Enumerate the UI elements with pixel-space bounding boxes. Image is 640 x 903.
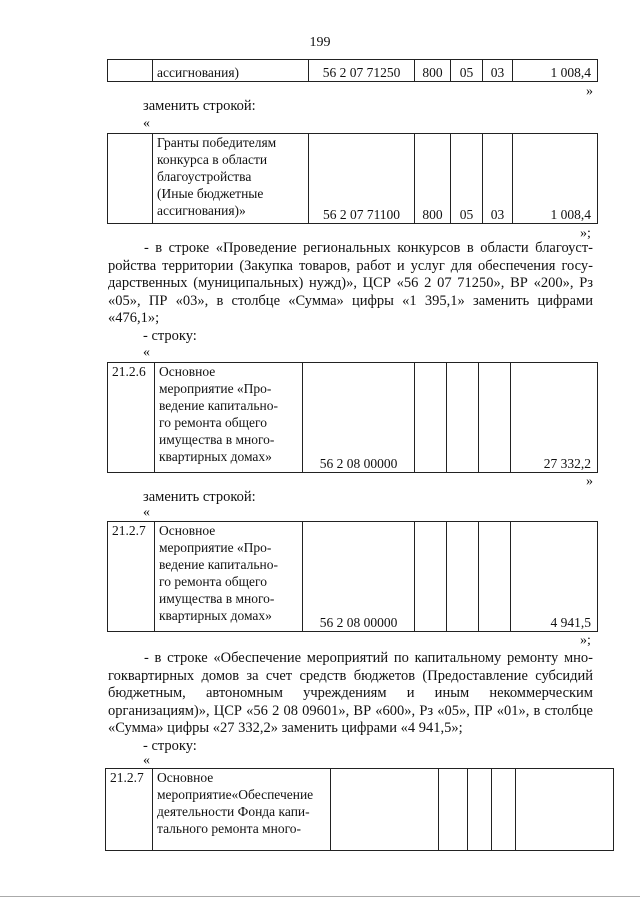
- amendment-paragraph: - в строке «Проведение региональных конкурсов в области благоуст-ройства территории (Закупка товаров, работ и услуг для обеспечения госу-дарственных (муниципальных) нужд)», ЦСР «56 2 07 71250», ВР «200», Рз «05», ПР «03», в столбце «Сумма» цифры «1 395,1» заменить цифрами «476,1»;: [108, 240, 593, 327]
- opening-quote: «: [143, 753, 150, 768]
- budget-table-2: [107, 133, 598, 224]
- desc-line: конкурса в области: [157, 152, 268, 167]
- cell-num: [108, 60, 153, 82]
- cell-csr: 56 2 07 71100: [309, 134, 415, 224]
- cell-rz: [447, 522, 479, 632]
- desc-line: Гранты победителям: [157, 135, 277, 150]
- desc-line: имущества в много-: [159, 591, 275, 606]
- amendment-paragraph: - в строке «Обеспечение мероприятий по капитальному ремонту мно-гоквартирных домов за счет средств бюджетов (Предоставление субсидий бюджетным, автономным учреждениям и иным некоммерческим организациям)», ЦСР «56 2 08 09601», ВР «600», Рз «05», ПР «01», в столбце «Сумма» цифры «27 332,2» заменить цифрами «4 941,5»;: [108, 650, 593, 737]
- cell-num: [108, 134, 153, 224]
- cell-csr: 56 2 08 00000: [303, 363, 415, 473]
- desc-line: го ремонта общего: [159, 415, 267, 430]
- closing-quote: »: [586, 84, 593, 99]
- cell-csr: 56 2 07 71250: [309, 60, 415, 82]
- desc-line: тального ремонта много-: [157, 821, 302, 836]
- cell-sum: [516, 769, 614, 851]
- cell-rz: 05: [451, 134, 483, 224]
- desc-line: Основное: [157, 770, 214, 785]
- cell-sum: 1 008,4: [513, 134, 598, 224]
- desc-line: Основное: [159, 523, 216, 538]
- desc-line: го ремонта общего: [159, 574, 267, 589]
- cell-rz: [447, 363, 479, 473]
- cell-sum: 4 941,5: [511, 522, 598, 632]
- desc-line: квартирных домах»: [159, 608, 272, 623]
- desc-line: деятельности Фонда капи-: [157, 804, 310, 819]
- cell-description: [155, 363, 303, 473]
- row-label: - строку:: [143, 328, 197, 344]
- cell-pr: 03: [483, 134, 513, 224]
- page-bottom-edge: [0, 896, 640, 897]
- cell-description: ассигнования): [153, 60, 309, 82]
- replace-label: заменить строкой:: [143, 98, 256, 114]
- cell-num: 21.2.7: [108, 522, 155, 632]
- desc-line: благоустройства: [157, 169, 252, 184]
- budget-table-4: [107, 521, 598, 632]
- desc-line: ведение капитально-: [159, 398, 278, 413]
- desc-line: мероприятие «Про-: [159, 381, 272, 396]
- budget-table-5: [105, 768, 614, 851]
- end-quote: »;: [580, 633, 591, 648]
- cell-sum: 1 008,4: [513, 60, 598, 82]
- cell-vr: 800: [415, 134, 451, 224]
- row-label: - строку:: [143, 738, 197, 754]
- cell-description: [155, 522, 303, 632]
- cell-rz: [468, 769, 492, 851]
- page-number: 199: [309, 35, 331, 50]
- cell-sum: 27 332,2: [511, 363, 598, 473]
- desc-line: ведение капитально-: [159, 557, 278, 572]
- opening-quote: «: [143, 116, 150, 131]
- desc-line: мероприятие «Про-: [159, 540, 272, 555]
- end-quote: »;: [580, 226, 591, 241]
- cell-description: [153, 134, 309, 224]
- opening-quote: «: [143, 505, 150, 520]
- cell-pr: [492, 769, 516, 851]
- cell-vr: 800: [415, 60, 451, 82]
- budget-table-1: [107, 59, 598, 82]
- cell-pr: [479, 363, 511, 473]
- desc-line: Основное: [159, 364, 216, 379]
- desc-line: мероприятие«Обеспечение: [157, 787, 314, 802]
- cell-pr: 03: [483, 60, 513, 82]
- cell-vr: [439, 769, 468, 851]
- cell-vr: [415, 363, 447, 473]
- desc-line: (Иные бюджетные: [157, 186, 264, 201]
- desc-line: квартирных домах»: [159, 449, 272, 464]
- cell-csr: [331, 769, 439, 851]
- cell-num: 21.2.6: [108, 363, 155, 473]
- budget-table-3: [107, 362, 598, 473]
- desc-line: ассигнования)»: [157, 203, 246, 218]
- replace-label: заменить строкой:: [143, 489, 256, 505]
- cell-num: 21.2.7: [106, 769, 153, 851]
- cell-vr: [415, 522, 447, 632]
- opening-quote: «: [143, 345, 150, 360]
- cell-description: [153, 769, 331, 851]
- cell-pr: [479, 522, 511, 632]
- desc-line: имущества в много-: [159, 432, 275, 447]
- cell-rz: 05: [451, 60, 483, 82]
- closing-quote: »: [586, 474, 593, 489]
- cell-csr: 56 2 08 00000: [303, 522, 415, 632]
